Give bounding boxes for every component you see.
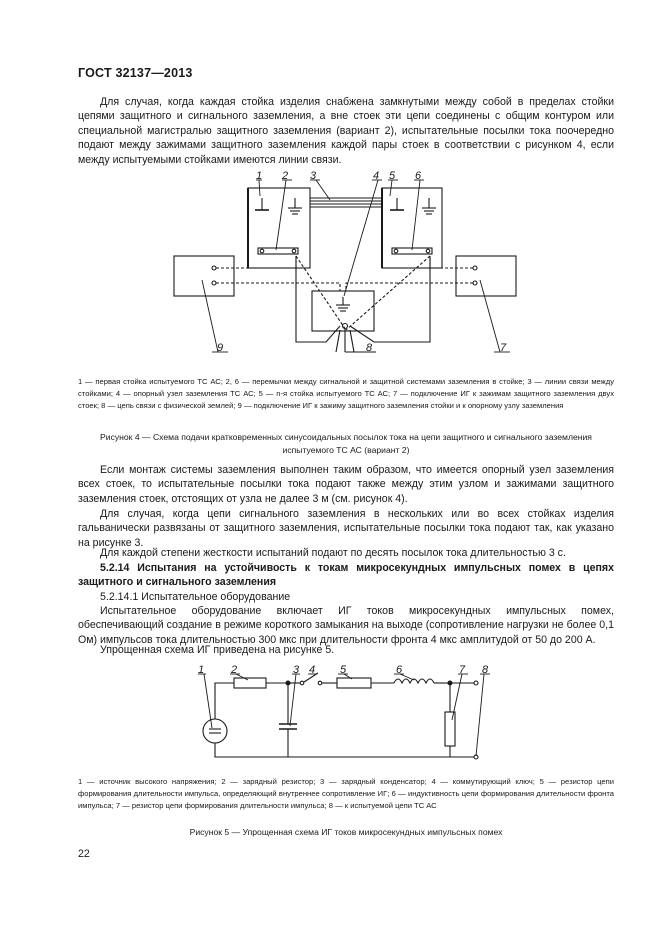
fig5-label-1: 1 — [198, 664, 205, 676]
fig4-label-7: 7 — [500, 342, 507, 354]
figure-5-legend: 1 — источник высокого напряжения; 2 — зарядный резистор; 3 — зарядный конденсатор; 4 — коммутирующий ключ; 5 — резистор цепи формирования длительности импульса, определяющий внутреннее сопротивление ИГ; 6 — индуктивность цепи формирования длительности фронта импульса; 7 — резистор цепи формирования длительности импульса; 8 — к испытуемой цепи ТС АС — [78, 777, 614, 810]
paragraph-test-equipment: Испытательное оборудование включает ИГ токов микросекундных импульсных помех, обеспечивающий создание в режиме короткого замыкания на выходе (сопротивление нагрузки не более 0,1 Ом) импульсов тока длительностью 300 мкс при длительности фронта 4 мкс амплитудой от 50 до 200 А. — [78, 605, 614, 646]
charging-resistor-2 — [234, 678, 266, 688]
subsection-heading-5-2-14-1: 5.2.14.1 Испытательное оборудование — [100, 591, 291, 603]
fig5-label-3: 3 — [293, 664, 300, 676]
fig4-label-9: 9 — [217, 342, 224, 354]
fig4-label-4: 4 — [373, 170, 380, 182]
fig5-label-7: 7 — [459, 664, 466, 676]
paragraph-galvanic-isolation: Для случая, когда цепи сигнального заземления в нескольких или во всех стойках изделия гальванически развязаны от защитного заземления, испытательные посылки тока подают так, как указано на рисунке 3. — [78, 508, 614, 549]
leader-lines — [198, 674, 490, 756]
figure-4-diagram — [160, 165, 530, 365]
resistor-7 — [445, 712, 455, 746]
figure-5-diagram — [180, 660, 500, 770]
fig4-label-6: 6 — [415, 170, 422, 182]
high-voltage-source-1 — [203, 719, 227, 743]
page-number: 22 — [78, 848, 90, 860]
fig5-label-2: 2 — [231, 664, 238, 676]
fig5-label-4: 4 — [309, 664, 316, 676]
section-heading-5-2-14: 5.2.14 Испытания на устойчивость к токам микросекундных импульсных помех в цепях защитного и сигнального заземления — [78, 562, 614, 589]
ground-icon — [390, 198, 436, 214]
paragraph-reference-node: Если монтаж системы заземления выполнен таким образом, что имеется опорный узел заземления всех стоек, то испытательные посылки тока подают также между этим узлом и зажимами защитного заземления стоек, отстоящих от узла не далее 3 м (см. рисунок 4). — [78, 464, 614, 505]
figure-4-caption: Рисунок 4 — Схема подачи кратковременных синусоидальных посылок тока на цепи защитного и сигнального заземления испытуемого ТС АС (вариант 2) — [100, 432, 592, 455]
ground-icon — [255, 198, 302, 214]
rack-5 — [382, 188, 442, 268]
fig5-label-5: 5 — [340, 664, 347, 676]
figure-5-caption: Рисунок 5 — Упрощенная схема ИГ токов микросекундных импульсных помех — [189, 827, 503, 837]
paragraph-simplified-scheme: Упрощенная схема ИГ приведена на рисунке 5. — [100, 644, 335, 656]
resistor-5 — [337, 678, 371, 688]
figure-4-legend: 1 — первая стойка испытуемого ТС АС; 2, 6 — перемычки между сигнальной и защитной системами заземления в стойке; 3 — линии связи между стойками; 4 — опорный узел заземления ТС АС; 5 — n-я стойка испытуемого ТС АС; 7 — подключение ИГ к зажимам защитного заземления двух стоек; 8 — цепь связи с физической землей; 9 — подключение ИГ к зажиму защитного заземления стойки и к опорному узлу заземления — [78, 377, 614, 410]
fig4-label-3: 3 — [310, 170, 317, 182]
paragraph-variant-2: Для случая, когда каждая стойка изделия снабжена замкнутыми между собой в пределах стойки цепями защитного и сигнального заземления, а вне стоек эти цепи соединены с общим контуром или специальной магистралью защитного заземления (вариант 2), испытательные посылки тока поочередно подают между зажимами защитного заземления каждой пары стоек в соответствии с рисунком 4, если между испытуемыми стойками имеются линии связи. — [78, 96, 614, 166]
document-header: ГОСТ 32137—2013 — [78, 66, 193, 80]
generator-box-7 — [456, 256, 516, 296]
fig4-label-2: 2 — [282, 170, 289, 182]
fig4-label-1: 1 — [256, 170, 263, 182]
fig4-label-8: 8 — [366, 342, 373, 354]
fig5-label-6: 6 — [396, 664, 403, 676]
fig4-label-5: 5 — [389, 170, 396, 182]
paragraph-pulse-count: Для каждой степени жесткости испытаний подают по десять посылок тока длительностью 3 с. — [100, 547, 566, 559]
fig5-label-8: 8 — [482, 664, 489, 676]
